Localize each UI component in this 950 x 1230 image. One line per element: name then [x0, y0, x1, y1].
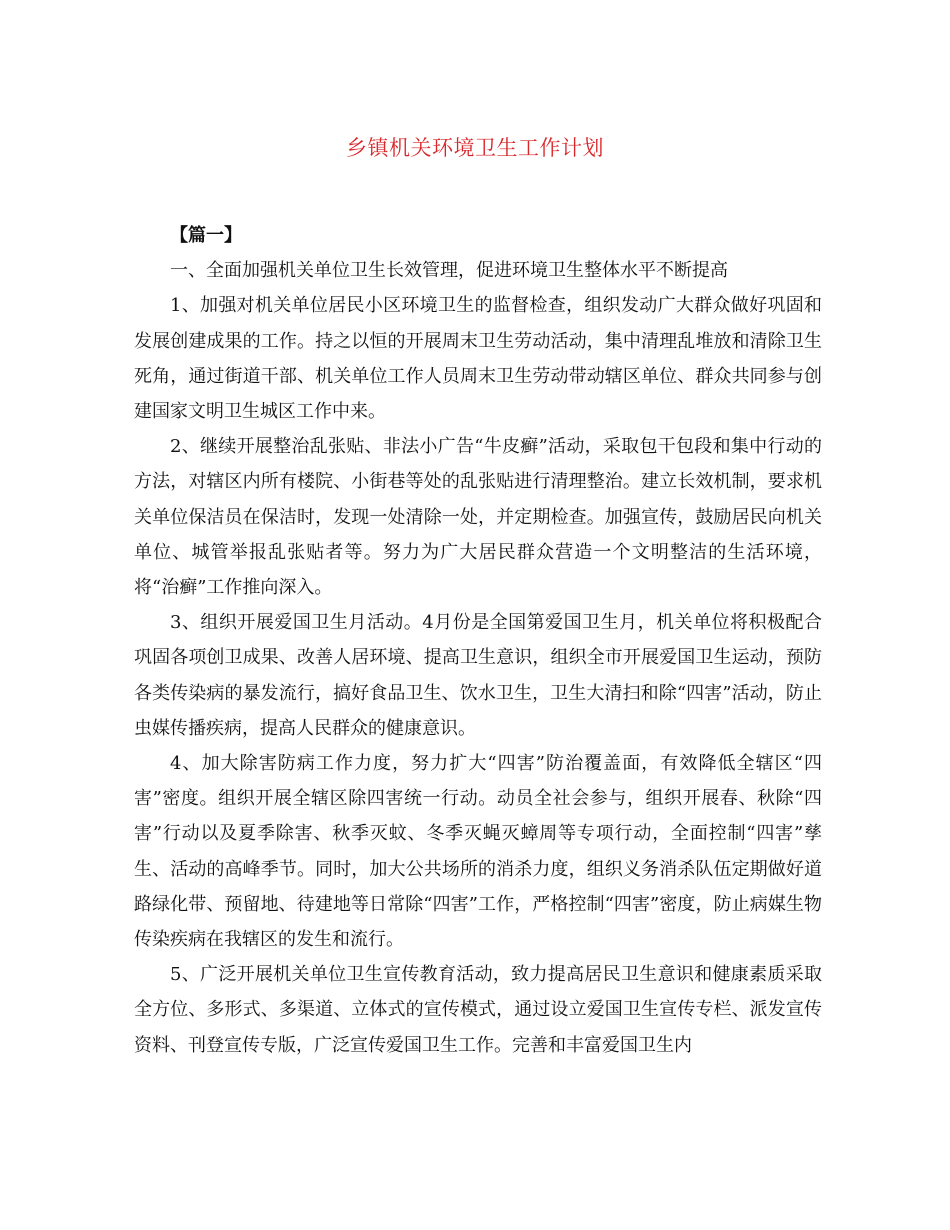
paragraph-3: 3、组织开展爱国卫生月活动。4月份是全国第爱国卫生月，机关单位将积极配合巩固各项创卫成果、改善人居环境、提高卫生意识，组织全市开展爱国卫生运动，预防各类传染病的暴发流行，搞好食品卫生、饮水卫生，卫生大清扫和除“四害”活动，防止虫媒传播疾病，提高人民群众的健康意识。	[134, 612, 822, 739]
paragraph-2: 2、继续开展整治乱张贴、非法小广告“牛皮癣”活动，采取包干包段和集中行动的方法，对辖区内所有楼院、小街巷等处的乱张贴进行清理整治。建立长效机制，要求机关单位保洁员在保洁时，发现一处清除一处，并定期检查。加强宣传，鼓励居民向机关单位、城管举报乱张贴者等。努力为广大居民群众营造一个文明整洁的生活环境，将“治癣”工作推向深入。	[134, 436, 822, 599]
document-title: 乡镇机关环境卫生工作计划	[346, 136, 604, 160]
paragraph-5: 5、广泛开展机关单位卫生宣传教育活动，致力提高居民卫生意识和健康素质采取全方位、多形式、多渠道、立体式的宣传模式，通过设立爱国卫生宣传专栏、派发宣传资料、刊登宣传专版，广泛宣传爱国卫生工作。完善和丰富爱国卫生内	[134, 964, 822, 1056]
section-heading: 一、全面加强机关单位卫生长效管理，促进环境卫生整体水平不断提高	[170, 260, 728, 282]
section-marker: 【篇一】	[170, 225, 242, 246]
paragraph-4: 4、加大除害防病工作力度，努力扩大“四害”防治覆盖面，有效降低全辖区“四害”密度。组织开展全辖区除四害统一行动。动员全社会参与，组织开展春、秋除“四害”行动以及夏季除害、秋季灭蚊、冬季灭蝇灭蟑周等专项行动，全面控制“四害”孳生、活动的高峰季节。同时，加大公共场所的消杀力度，组织义务消杀队伍定期做好道路绿化带、预留地、待建地等日常除“四害”工作，严格控制“四害”密度，防止病媒生物传染疾病在我辖区的发生和流行。	[134, 753, 822, 951]
paragraph-1: 1、加强对机关单位居民小区环境卫生的监督检查，组织发动广大群众做好巩固和发展创建成果的工作。持之以恒的开展周末卫生劳动活动，集中清理乱堆放和清除卫生死角，通过街道干部、机关单位工作人员周末卫生劳动带动辖区单位、群众共同参与创建国家文明卫生城区工作中来。	[134, 295, 822, 423]
document-body	[134, 218, 822, 1063]
